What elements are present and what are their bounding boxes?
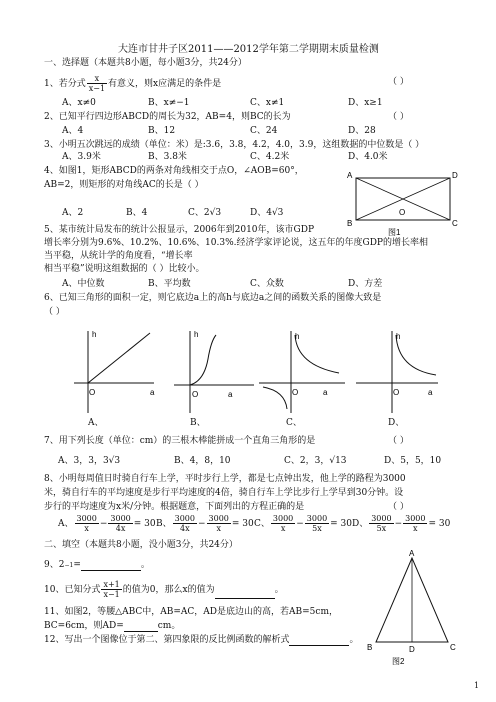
q8-c-frac1 bbox=[271, 514, 295, 533]
q8-d-n2: 3000 bbox=[405, 514, 426, 523]
q8-d-label: D、 bbox=[352, 519, 369, 529]
question-5-line4: 相当平稳”说明这组数据的（ ）比较小。 bbox=[44, 264, 205, 274]
q6-option-c: C、 bbox=[286, 418, 302, 428]
q10-answer-blank[interactable] bbox=[215, 589, 275, 599]
q8-answer-paren: （ ） bbox=[388, 502, 409, 512]
q8-a-n2: 3000 bbox=[110, 514, 131, 523]
question-12 bbox=[44, 635, 358, 646]
graph-b-a-label: a bbox=[228, 390, 233, 399]
q12-text: 12、写出一个图像位于第二、第四象限的反比例函数的解析式 bbox=[44, 635, 290, 645]
question-6-line2: （ ） bbox=[44, 307, 65, 317]
q8-c-d2: 5x bbox=[312, 524, 322, 533]
q7-option-a: A、3，3，3√3 bbox=[58, 456, 121, 466]
q9-equals: = bbox=[73, 560, 81, 570]
q1-option-d: D、x≥1 bbox=[348, 98, 383, 108]
q6-graph-b bbox=[170, 325, 260, 417]
q2-option-c: C、24 bbox=[250, 126, 278, 136]
q8-option-a: A、 $\frac{3000}{x}$ − $\frac{3000}{4x}$ = 30 bbox=[58, 514, 156, 533]
question-6-line1: 6、已知三角形的面积一定，则它底边a上的高h与底边a之间的函数关系的图像大致是 bbox=[44, 293, 382, 303]
figure-2-triangle-diagram bbox=[364, 548, 464, 666]
question-11-line1: 11、如图2，等腰△ABC中，AB=AC，AD是底边山的高，若AB=5cm， bbox=[44, 607, 338, 617]
q11-text: BC=6cm，则AD= bbox=[44, 621, 124, 631]
q10-suffix: 的值为0，那么x的值为 bbox=[122, 585, 215, 595]
q9-end: 。 bbox=[140, 560, 150, 570]
graph-d-h-label: h bbox=[396, 332, 401, 341]
question-10 bbox=[44, 580, 284, 599]
q6-option-b: B、 bbox=[190, 418, 206, 428]
question-8-line2: 米，骑自行车的平均速度是步行平均速度的4倍，骑自行车上学比步行上学早到30分钟。设 bbox=[44, 488, 404, 498]
q11-answer-blank[interactable] bbox=[124, 622, 158, 632]
q9-answer-blank[interactable] bbox=[81, 561, 141, 571]
q5-option-c: C、众数 bbox=[250, 279, 284, 289]
q8-b-frac2 bbox=[207, 514, 231, 533]
graph-d-origin-label: O bbox=[393, 388, 400, 397]
q4-option-b: B、4 bbox=[126, 208, 148, 218]
q1-prefix: 1、若分式 bbox=[44, 79, 86, 89]
q8-c-frac2 bbox=[305, 514, 329, 533]
q8-d-rhs: = 30 bbox=[428, 519, 451, 529]
q10-denominator: x−1 bbox=[103, 590, 120, 599]
graph-c-h-label: h bbox=[295, 332, 300, 341]
question-11-line2 bbox=[44, 621, 180, 632]
question-4-line2: AB=2，则矩形的对角线AC的长是（ ） bbox=[44, 180, 204, 190]
q2-option-a: A、4 bbox=[62, 126, 84, 136]
q8-d-d1: 5x bbox=[376, 524, 387, 533]
q10-prefix: 10、已知分式 bbox=[44, 585, 101, 595]
q8-a-d2: 4x bbox=[115, 524, 126, 533]
q1-answer-paren: （ ） bbox=[388, 77, 409, 87]
page-title: 大连市甘井子区2011——2012学年第二学期期末质量检测 bbox=[118, 44, 379, 55]
graph-d-a-label: a bbox=[428, 388, 433, 397]
fig2-label-c: C bbox=[450, 643, 456, 652]
q8-option-c: C、 $\frac{3000}{x}$ − $\frac{3000}{5x}$ = 30 bbox=[254, 514, 353, 533]
graph-b-h-label: h bbox=[194, 330, 199, 339]
q10-fraction bbox=[101, 580, 121, 599]
figure-1-rectangle-diagram bbox=[344, 166, 464, 238]
section-heading-choice: 一、选择题（本题共8小题，每小题3分，共24分） bbox=[44, 58, 247, 68]
fig1-label-b: B bbox=[347, 219, 353, 228]
q7-option-b: B、4，8，10 bbox=[174, 456, 231, 466]
q8-a-d1: x bbox=[84, 524, 89, 533]
q7-option-d: D、5，5，10 bbox=[384, 456, 442, 466]
q8-d-d2: x bbox=[413, 524, 418, 533]
q3-option-d: D、4.0米 bbox=[348, 152, 388, 162]
q5-option-b: B、平均数 bbox=[148, 279, 191, 289]
q6-option-a: A、 bbox=[88, 418, 104, 428]
q1-numerator: x bbox=[87, 74, 107, 84]
q7-answer-paren: （ ） bbox=[388, 436, 409, 446]
q8-d-frac2 bbox=[403, 514, 427, 533]
q8-option-b: B、 $\frac{3000}{4x}$ − $\frac{3000}{x}$ = 30 bbox=[156, 514, 254, 533]
q1-suffix: 有意义，则x应满足的条件是 bbox=[108, 79, 222, 89]
q2-answer-paren: （ ） bbox=[388, 112, 409, 122]
question-2: 2、已知平行四边形ABCD的周长为32，AB=4，则BC的长为 bbox=[44, 112, 291, 122]
q8-a-rhs: = 30 bbox=[133, 519, 156, 529]
question-7: 7、用下列长度（单位：cm）的三根木棒能拼成一个直角三角形的是 bbox=[44, 436, 316, 446]
q9-exponent: −1 bbox=[64, 562, 74, 569]
fig1-caption: 图1 bbox=[388, 228, 401, 237]
graph-c-a-label: a bbox=[323, 388, 328, 397]
question-5-line3: 当平稳，从统计学的角度看，“增长率 bbox=[44, 251, 193, 261]
q5-option-d: D、方差 bbox=[348, 279, 383, 289]
page-number: 1 bbox=[474, 681, 480, 690]
section-heading-fill: 二、填空（本题共8小题，没小题3分，共24分） bbox=[44, 540, 238, 550]
fig1-label-a: A bbox=[347, 171, 353, 180]
q8-b-label: B、 bbox=[156, 519, 172, 529]
q8-c-n2: 3000 bbox=[306, 514, 328, 523]
q8-b-frac1 bbox=[173, 514, 197, 533]
q8-a-n1: 3000 bbox=[76, 514, 97, 523]
q9-base: 9、2 bbox=[44, 560, 65, 570]
q4-option-c: C、2√3 bbox=[188, 208, 222, 218]
question-1 bbox=[44, 74, 221, 93]
q6-graph-a bbox=[70, 325, 160, 417]
question-8-line1: 8、小明每周值日时骑自行车上学，平时步行上学，都是七点钟出发，他上学的路程为3000 bbox=[44, 474, 406, 484]
q1-denominator: x−1 bbox=[88, 84, 106, 93]
q8-option-d: D、 $\frac{3000}{5x}$ − $\frac{3000}{x}$ = 30 bbox=[352, 514, 451, 533]
q5-option-a: A、中位数 bbox=[62, 279, 105, 289]
q2-option-d: D、28 bbox=[348, 126, 376, 136]
q12-answer-blank[interactable] bbox=[289, 636, 349, 646]
graph-a-h-label: h bbox=[92, 330, 97, 339]
q6-graph-d bbox=[352, 325, 444, 417]
q1-option-c: C、x≠1 bbox=[250, 98, 285, 108]
q8-a-frac2 bbox=[108, 514, 132, 533]
question-5-line1: 5、某市统计局发布的统计公报显示，2006年到2010年，该市GDP bbox=[44, 225, 314, 235]
q6-option-d: D、 bbox=[388, 418, 405, 428]
q11-end: cm。 bbox=[157, 621, 181, 631]
q8-d-n1: 3000 bbox=[371, 514, 392, 523]
q10-end: 。 bbox=[274, 585, 284, 595]
graph-c-origin-label: O bbox=[292, 388, 299, 397]
q8-b-rhs: = 30 bbox=[231, 519, 254, 529]
question-9 bbox=[44, 560, 150, 571]
graph-b-origin-label: O bbox=[192, 390, 199, 399]
fig2-label-a: A bbox=[409, 549, 415, 558]
q8-c-n1: 3000 bbox=[272, 514, 294, 523]
q8-b-n1: 3000 bbox=[174, 514, 195, 523]
q2-option-b: B、12 bbox=[148, 126, 176, 136]
q8-c-label: C、 bbox=[254, 519, 270, 529]
q3-option-b: B、3.8米 bbox=[148, 152, 187, 162]
q4-option-d: D、4√3 bbox=[250, 208, 284, 218]
q8-a-frac1 bbox=[75, 514, 99, 533]
q1-option-a: A、x≠0 bbox=[62, 98, 96, 108]
fig2-caption: 图2 bbox=[392, 657, 405, 666]
question-5-line2: 增长率分别为9.6%、10.2%、10.6%、10.3%.经济学家评论说，这五年的年度GDP的增长率相 bbox=[44, 238, 428, 248]
fig2-label-d: D bbox=[409, 645, 415, 654]
q8-d-frac1 bbox=[369, 514, 393, 533]
question-8-line3: 步行的平均速度为x米/分钟。根据题意，下面列出的方程正确的是 bbox=[44, 502, 305, 512]
q6-graph-c bbox=[255, 325, 350, 417]
q12-end: 。 bbox=[349, 635, 359, 645]
q3-option-c: C、4.2米 bbox=[250, 152, 290, 162]
fig2-label-b: B bbox=[367, 643, 373, 652]
q8-c-rhs: = 30 bbox=[330, 519, 353, 529]
q8-b-d1: 4x bbox=[180, 524, 190, 533]
fig1-label-d: D bbox=[452, 171, 458, 180]
q3-option-a: A、3.9米 bbox=[62, 152, 101, 162]
graph-a-a-label: a bbox=[150, 388, 155, 397]
q1-fraction bbox=[87, 74, 107, 93]
q4-option-a: A、2 bbox=[62, 208, 84, 218]
fig1-label-c: C bbox=[452, 219, 458, 228]
fig1-label-o: O bbox=[399, 208, 406, 217]
q7-option-c: C、2，3，√13 bbox=[284, 456, 347, 466]
question-4-line1: 4、如图1，矩形ABCD的两条对角线相交于点O，∠AOB=60°， bbox=[44, 166, 304, 176]
q8-b-n2: 3000 bbox=[208, 514, 229, 523]
q8-c-d1: x bbox=[280, 524, 286, 533]
graph-a-origin-label: O bbox=[89, 388, 96, 397]
q8-b-d2: x bbox=[216, 524, 221, 533]
q8-a-label: A、 bbox=[58, 519, 74, 529]
question-3: 3、小明五次跳远的成绩（单位：米）是:3.6，3.8，4.2，4.0，3.9，这组数据的中位数是（ ） bbox=[44, 140, 425, 150]
q1-option-b: B、x≠−1 bbox=[148, 98, 190, 108]
q10-numerator: x+1 bbox=[103, 580, 120, 589]
